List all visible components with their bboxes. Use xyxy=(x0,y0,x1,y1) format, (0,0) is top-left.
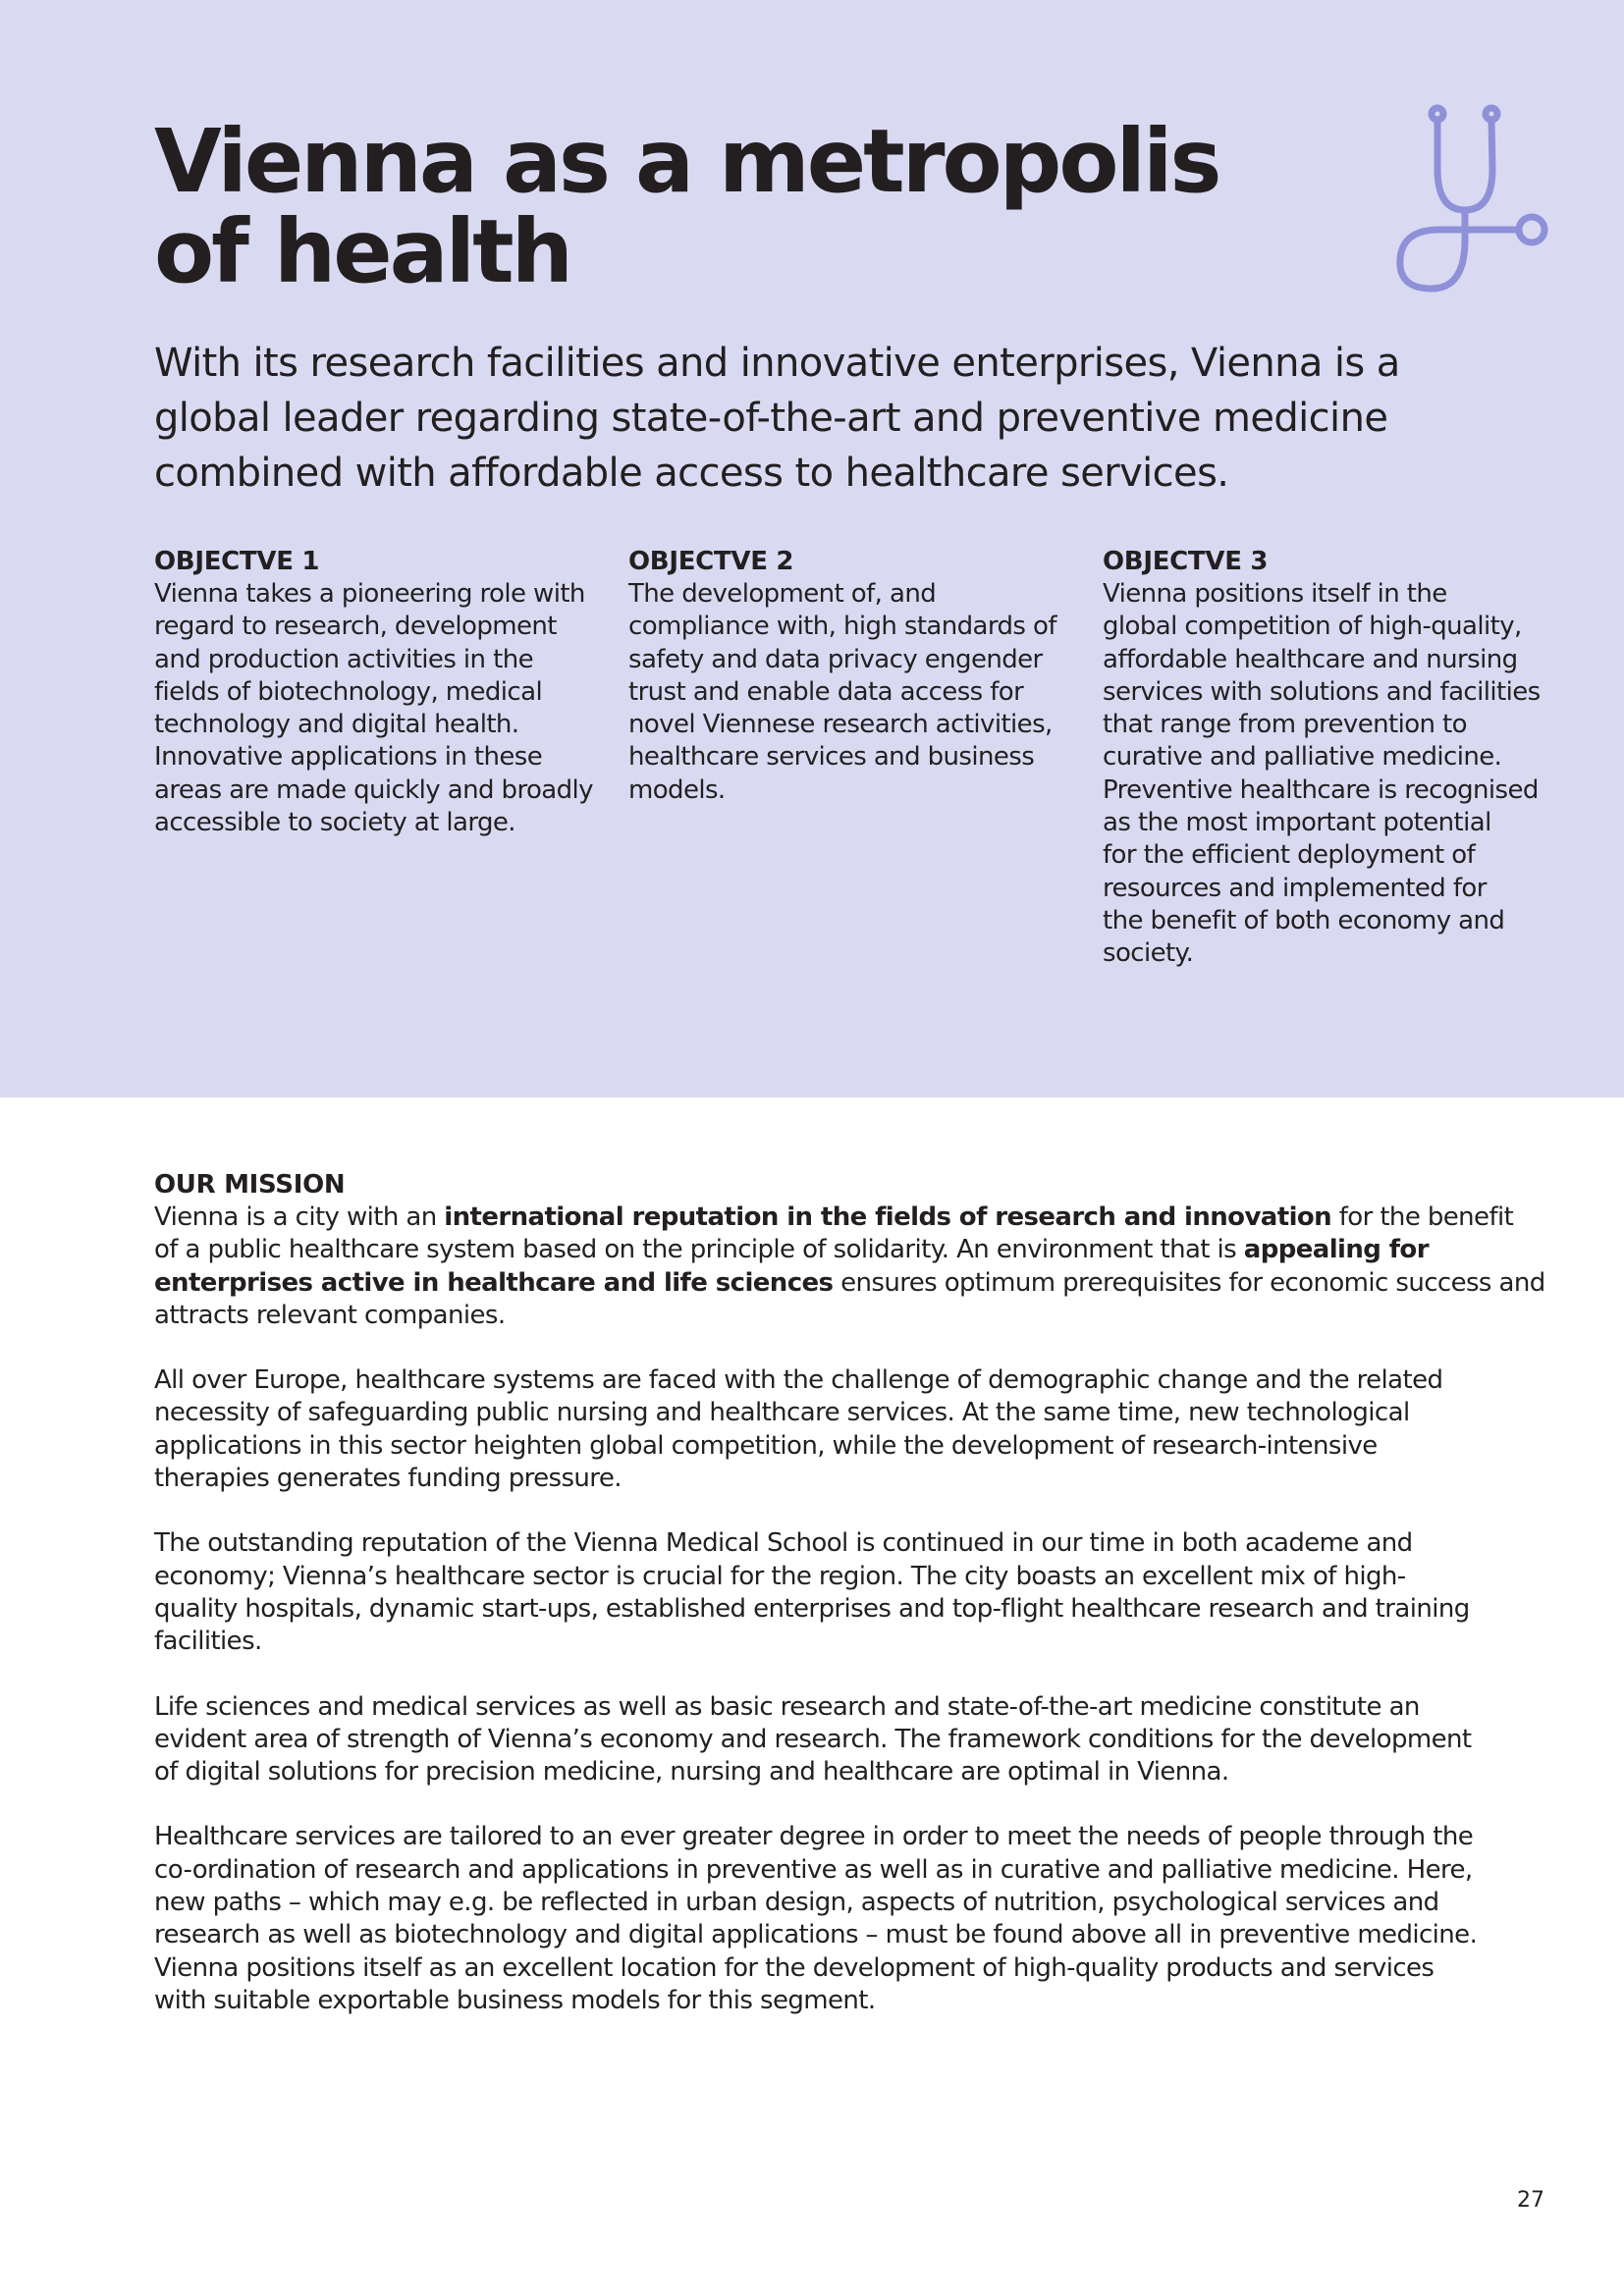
objective-line: as the most important potential xyxy=(1103,808,1491,838)
objective-line: the benefit of both economy and xyxy=(1103,905,1505,935)
paragraph-line: All over Europe, healthcare systems are faced with the challenge of demographic change and the related xyxy=(154,1365,1443,1396)
objective-1 xyxy=(154,545,606,839)
paragraph-line: economy; Vienna’s healthcare sector is crucial for the region. The city boasts an excellent mix of high- xyxy=(154,1561,1406,1591)
paragraph-line: facilities. xyxy=(154,1627,262,1657)
lead-line: With its research facilities and innovative enterprises, Vienna is a xyxy=(154,341,1400,386)
objective-heading: OBJECTVE 3 xyxy=(1103,547,1269,576)
objective-2 xyxy=(628,545,1080,807)
objective-line: resources and implemented for xyxy=(1103,873,1487,903)
mission-paragraph-5 xyxy=(154,1821,1529,2017)
objective-line: that range from prevention to xyxy=(1103,710,1467,740)
mission-paragraph-3 xyxy=(154,1527,1529,1658)
objective-line: regard to research, development xyxy=(154,612,557,642)
paragraph-line: with suitable exportable business models for this segment. xyxy=(154,1985,876,2015)
emphasis-text: international reputation in the fields of research and innovation xyxy=(444,1202,1332,1232)
mission-section xyxy=(154,1168,1545,2017)
objective-line: for the efficient deployment of xyxy=(1103,840,1476,871)
paragraph-line: necessity of safeguarding public nursing and healthcare services. At the same time, new technological xyxy=(154,1398,1410,1428)
objective-line: areas are made quickly and broadly xyxy=(154,774,593,805)
paragraph-line: Healthcare services are tailored to an ever greater degree in order to meet the needs of people through the xyxy=(154,1822,1474,1852)
objective-line: curative and palliative medicine. xyxy=(1103,742,1502,773)
text-run: ensures optimum prerequisites for economic success and xyxy=(833,1267,1545,1298)
lead-line: global leader regarding state-of-the-art and preventive medicine xyxy=(154,396,1388,441)
objective-line: accessible to society at large. xyxy=(154,808,515,838)
paragraph-line xyxy=(154,1234,1529,1266)
objective-line: Vienna positions itself in the xyxy=(1103,579,1447,609)
paragraph-line: co-ordination of research and applications in preventive as well as in curative and palliative medicine. Here, xyxy=(154,1854,1473,1885)
page-number: 27 xyxy=(1517,2188,1544,2213)
objective-line: services with solutions and facilities xyxy=(1103,676,1541,707)
text-run: of a public healthcare system based on the principle of solidarity. An environment that is xyxy=(154,1235,1244,1265)
paragraph-line: applications in this sector heighten global competition, while the development of research-intensive xyxy=(154,1430,1378,1461)
mission-heading: OUR MISSION xyxy=(154,1170,346,1200)
emphasis-text: appealing for xyxy=(1243,1235,1429,1265)
lead-line: combined with affordable access to healthcare services. xyxy=(154,451,1229,496)
objective-heading: OBJECTVE 2 xyxy=(628,547,794,576)
mission-paragraph-1 xyxy=(154,1201,1545,1332)
objective-line: safety and data privacy engender xyxy=(628,644,1043,674)
title-line: Vienna as a metropolis xyxy=(154,110,1219,212)
paragraph-line: Vienna positions itself as an excellent location for the development of high-quality products and services xyxy=(154,1952,1435,1983)
objective-line: Vienna takes a pioneering role with xyxy=(154,579,585,609)
paragraph-line: Life sciences and medical services as well as basic research and state-of-the-art medicine constitute an xyxy=(154,1691,1420,1722)
text-run: Vienna is a city with an xyxy=(154,1202,445,1232)
objective-line: global competition of high-quality, xyxy=(1103,612,1522,642)
paragraph-line: quality hospitals, dynamic start-ups, established enterprises and top-flight healthcare research and training xyxy=(154,1593,1470,1624)
objective-line: Preventive healthcare is recognised xyxy=(1103,774,1539,805)
title-line: of health xyxy=(154,200,571,302)
objective-line: technology and digital health. xyxy=(154,710,519,740)
paragraph-line: new paths – which may e.g. be reflected in urban design, aspects of nutrition, psychological services and xyxy=(154,1888,1439,1918)
objective-line: The development of, and xyxy=(628,579,937,609)
objective-line: trust and enable data access for xyxy=(628,676,1024,707)
paragraph-line: attracts relevant companies. xyxy=(154,1300,506,1330)
mission-paragraph-2 xyxy=(154,1364,1529,1495)
objective-3 xyxy=(1103,545,1554,971)
paragraph-line: research as well as biotechnology and digital applications – must be found above all in preventive medicine. xyxy=(154,1920,1478,1950)
emphasis-text: enterprises active in healthcare and life sciences xyxy=(154,1267,834,1298)
objective-line: and production activities in the xyxy=(154,644,533,674)
lead-paragraph xyxy=(154,336,1529,501)
objective-line: models. xyxy=(628,774,726,805)
paragraph-line: therapies generates funding pressure. xyxy=(154,1464,622,1494)
paragraph-line: evident area of strength of Vienna’s economy and research. The framework conditions for the development xyxy=(154,1724,1472,1754)
paragraph-line: The outstanding reputation of the Vienna Medical School is continued in our time in both academe and xyxy=(154,1528,1413,1559)
text-run: for the benefit xyxy=(1331,1202,1514,1232)
objective-line: Innovative applications in these xyxy=(154,742,543,773)
objective-line: affordable healthcare and nursing xyxy=(1103,644,1518,674)
objective-line: society. xyxy=(1103,938,1194,969)
objective-line: compliance with, high standards of xyxy=(628,612,1056,642)
objective-line: novel Viennese research activities, xyxy=(628,710,1053,740)
objective-line: healthcare services and business xyxy=(628,742,1035,773)
stethoscope-icon xyxy=(1392,100,1549,296)
page-title xyxy=(154,110,1219,302)
objective-heading: OBJECTVE 1 xyxy=(154,547,320,576)
paragraph-line xyxy=(154,1267,1545,1300)
paragraph-line xyxy=(154,1201,1529,1234)
objective-line: fields of biotechnology, medical xyxy=(154,676,543,707)
hero-section xyxy=(0,0,1624,1097)
paragraph-line: of digital solutions for precision medicine, nursing and healthcare are optimal in Vienna. xyxy=(154,1757,1229,1788)
mission-paragraph-4 xyxy=(154,1691,1529,1789)
